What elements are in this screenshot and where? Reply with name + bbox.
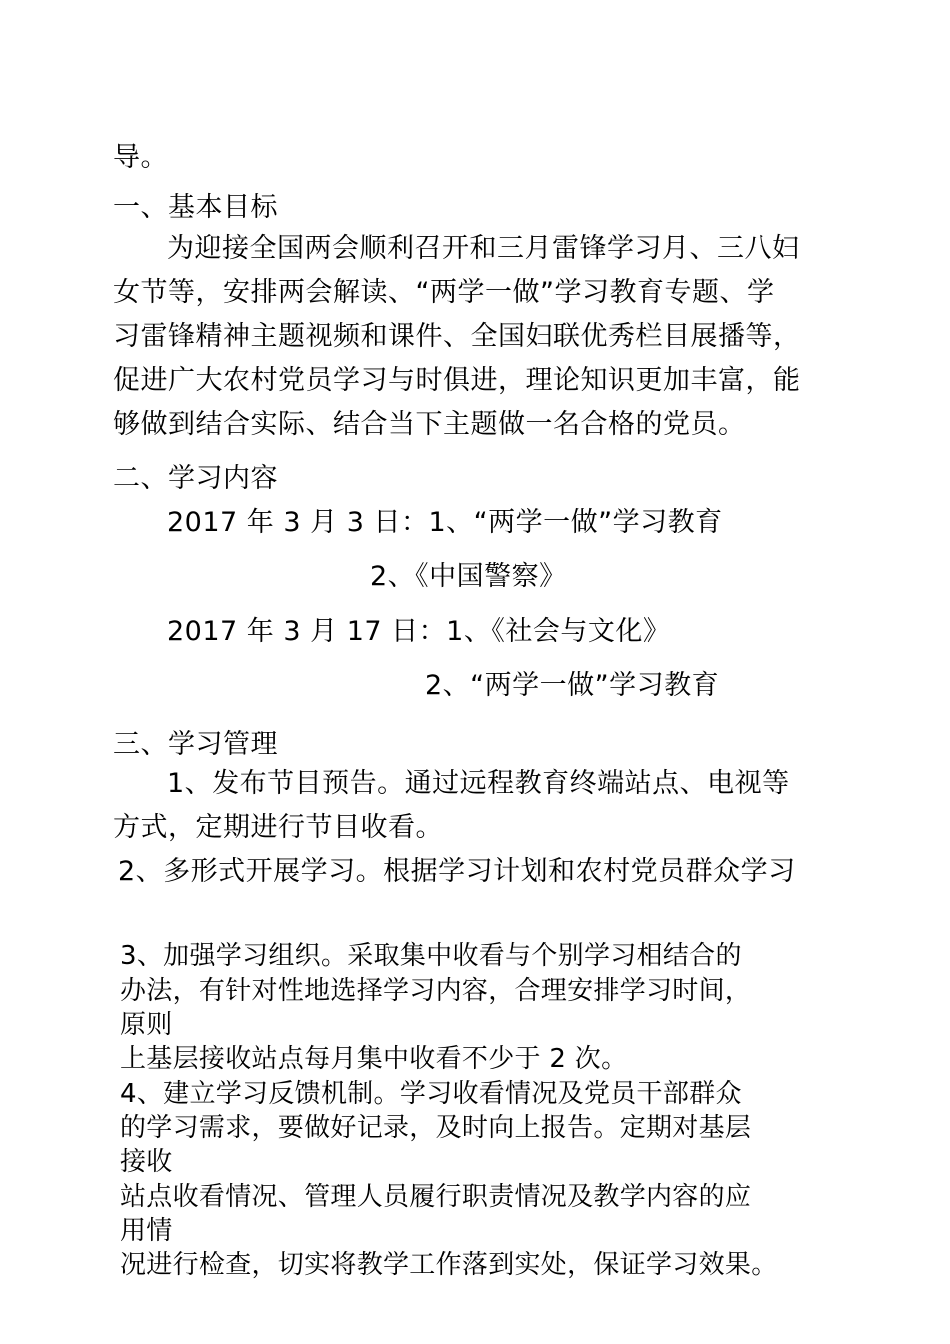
paragraph-line: 4、建立学习反馈机制。学习收看情况及党员干部群众 [120,1079,742,1109]
paragraph-line: 用情 [120,1216,173,1246]
schedule-line: 2、“两学一做”学习教育 [425,670,720,701]
paragraph-line: 接收 [120,1147,173,1177]
section-heading-study-content: 二、学习内容 [113,463,278,494]
paragraph-line: 女节等，安排两会解读、“两学一做”学习教育专题、学 [113,277,775,308]
schedule-line: 2017 年 3 月 3 日：1、“两学一做”学习教育 [167,507,723,538]
section-heading-study-management: 三、学习管理 [113,729,278,760]
paragraph-line: 1、发布节目预告。通过远程教育终端站点、电视等 [167,768,790,799]
paragraph-line: 的学习需求，要做好记录，及时向上报告。定期对基层 [120,1113,752,1143]
paragraph-line: 2、多形式开展学习。根据学习计划和农村党员群众学习 [118,856,796,887]
paragraph-line: 办法，有针对性地选择学习内容，合理安排学习时间， [120,976,752,1006]
paragraph-line: 为迎接全国两会顺利召开和三月雷锋学习月、三八妇 [167,233,800,264]
paragraph-line: 习雷锋精神主题视频和课件、全国妇联优秀栏目展播等， [113,321,801,352]
schedule-line: 2017 年 3 月 17 日：1、《社会与文化》 [167,616,671,647]
text-line-continuation: 导。 [113,142,168,173]
paragraph-line: 促进广大农村党员学习与时俱进，理论知识更加丰富，能 [113,365,801,396]
schedule-line: 2、《中国警察》 [370,561,567,592]
paragraph-line: 上基层接收站点每月集中收看不少于 2 次。 [120,1044,628,1074]
paragraph-line: 原则 [120,1010,173,1040]
section-heading-basic-goals: 一、基本目标 [113,192,278,223]
paragraph-line: 况进行检查，切实将教学工作落到实处，保证学习效果。 [120,1250,778,1280]
paragraph-line: 3、加强学习组织。采取集中收看与个别学习相结合的 [120,941,742,971]
paragraph-line: 方式，定期进行节目收看。 [113,812,443,843]
paragraph-line: 站点收看情况、管理人员履行职责情况及教学内容的应 [120,1182,752,1212]
paragraph-line: 够做到结合实际、结合当下主题做一名合格的党员。 [113,409,746,440]
